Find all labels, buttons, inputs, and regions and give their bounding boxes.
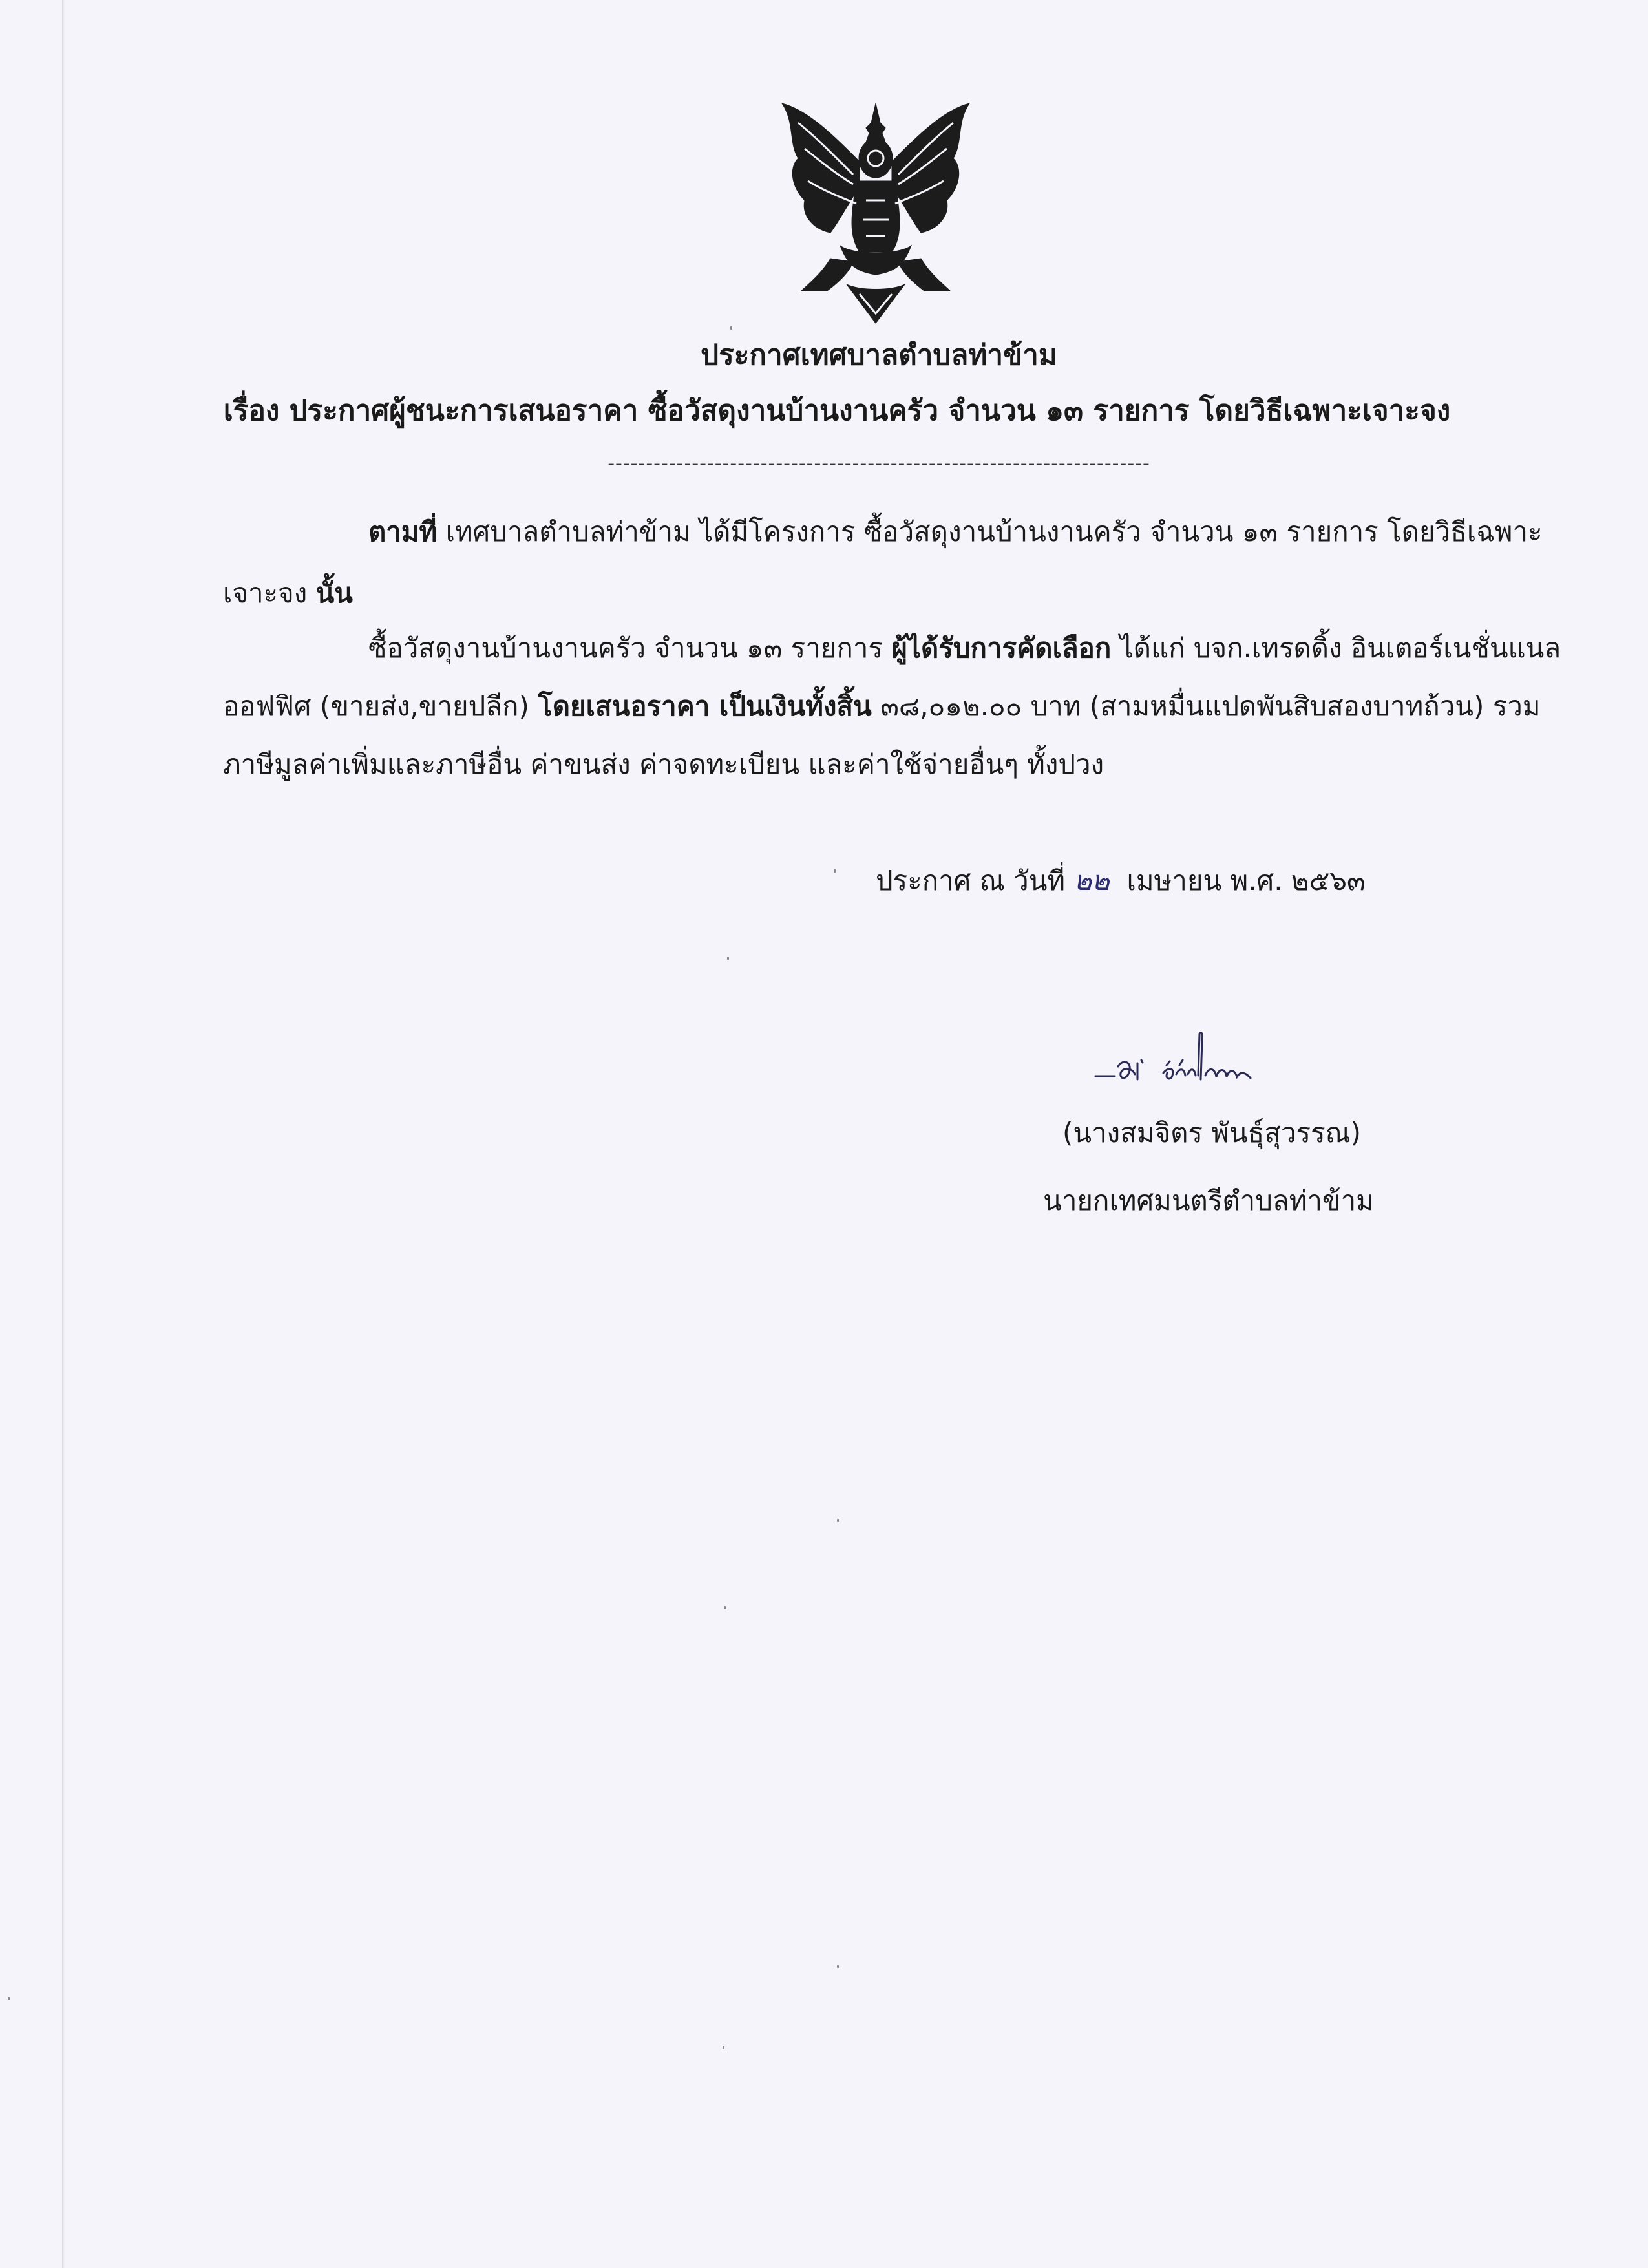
date-suffix: เมษายน พ.ศ. ๒๕๖๓ xyxy=(1126,865,1366,896)
date-day-handwritten: ๒๒ xyxy=(1073,865,1110,896)
paragraph-1-emphasis: นั้น xyxy=(315,577,353,609)
scan-speck xyxy=(834,869,836,873)
scan-speck xyxy=(723,2046,724,2049)
handwritten-signature xyxy=(1092,1028,1299,1105)
scan-speck xyxy=(837,1519,839,1522)
paragraph-1-line-1 xyxy=(368,511,1543,553)
scan-speck xyxy=(730,326,732,330)
scan-speck xyxy=(837,1965,839,1968)
divider: ----------------------------------------------------------------------- xyxy=(607,452,1150,475)
garuda-emblem xyxy=(769,97,982,326)
paragraph-1-line-2 xyxy=(223,572,353,615)
paragraph-2-text-c: ออฟฟิศ (ขายส่ง,ขายปลีก) xyxy=(223,690,538,722)
paragraph-2-text-e: ภาษีมูลค่าเพิ่มและภาษีอื่น ค่าขนส่ง ค่าจดทะเบียน และค่าใช้จ่ายอื่นๆ ทั้งปวง xyxy=(223,748,1104,780)
paragraph-2-line-3 xyxy=(223,743,1104,786)
paragraph-2-text-d: ๓๘,๐๑๒.๐๐ บาท (สามหมื่นแปดพันสิบสองบาทถ้วน) รวม xyxy=(871,690,1541,722)
paragraph-2-line-1 xyxy=(368,627,1561,670)
paragraph-1-lead: ตามที่ xyxy=(368,516,438,547)
date-prefix: ประกาศ ณ วันที่ xyxy=(876,865,1066,896)
announcement-subject: เรื่อง ประกาศผู้ชนะการเสนอราคา ซื้อวัสดุงานบ้านงานครัว จำนวน ๑๓ รายการ โดยวิธีเฉพาะเจาะจง xyxy=(223,394,1451,427)
scan-speck xyxy=(727,957,729,960)
paragraph-2-text-b: ได้แก่ บจก.เทรดดิ้ง อินเตอร์เนชั่นแนล xyxy=(1111,632,1561,664)
paragraph-1-text: เทศบาลตำบลท่าข้าม ได้มีโครงการ ซื้อวัสดุงานบ้านงานครัว จำนวน ๑๓ รายการ โดยวิธีเฉพาะ xyxy=(437,516,1543,547)
paragraph-1-text-2: เจาะจง xyxy=(223,577,316,609)
announcement-title: ประกาศเทศบาลตำบลท่าข้าม xyxy=(701,339,1057,372)
paragraph-2-text-a: ซื้อวัสดุงานบ้านงานครัว จำนวน ๑๓ รายการ xyxy=(368,632,892,664)
scan-edge xyxy=(62,0,65,2268)
scan-speck xyxy=(8,1997,10,2000)
paragraph-2-selected-label: ผู้ได้รับการคัดเลือก xyxy=(891,632,1112,664)
paragraph-2-price-label: โดยเสนอราคา เป็นเงินทั้งสิ้น xyxy=(538,690,872,722)
announcement-date xyxy=(876,860,1366,902)
signatory-name: (นางสมจิตร พันธุ์สุวรรณ) xyxy=(1062,1117,1362,1149)
signatory-position: นายกเทศมนตรีตำบลท่าข้าม xyxy=(1043,1185,1374,1216)
paragraph-2-line-2 xyxy=(223,685,1541,728)
scan-speck xyxy=(724,1606,726,1609)
